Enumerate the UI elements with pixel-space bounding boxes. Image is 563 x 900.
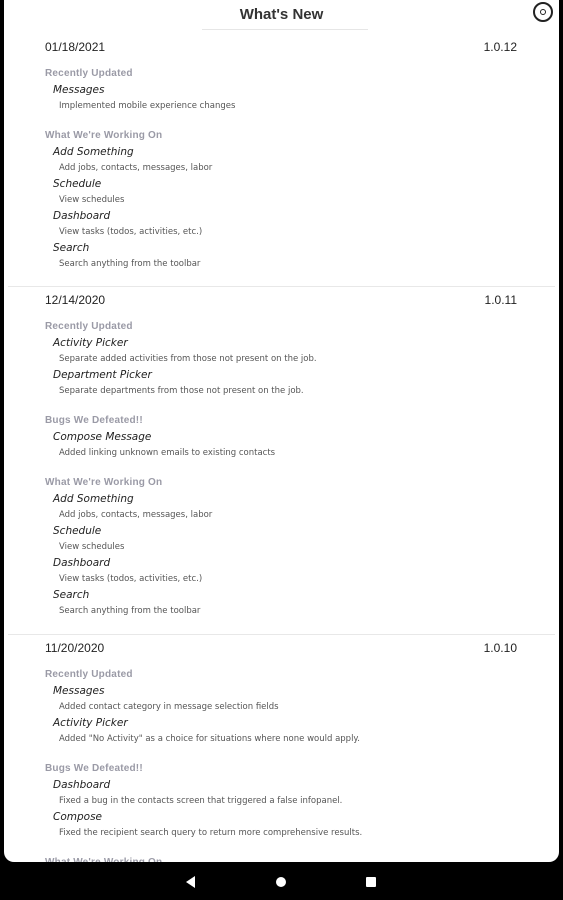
release-divider [8, 634, 555, 635]
feature-title: Dashboard [53, 210, 111, 222]
release-section [4, 667, 559, 747]
feature-description: Add jobs, contacts, messages, labor [59, 510, 213, 520]
release-header [4, 641, 559, 663]
release-entry [4, 40, 559, 272]
section-title: Bugs We Defeated!! [45, 763, 143, 774]
feature-title: Messages [53, 84, 105, 96]
release-divider [8, 286, 555, 287]
release-section [4, 128, 559, 272]
feature-title: Activity Picker [53, 337, 128, 349]
feature-title: Add Something [53, 493, 134, 505]
feature-description: Search anything from the toolbar [59, 259, 201, 269]
feature-description: Implemented mobile experience changes [59, 101, 236, 111]
release-entry [4, 641, 559, 871]
section-title: What We're Working On [45, 130, 163, 141]
home-icon[interactable] [276, 877, 286, 887]
feature-description: Added linking unknown emails to existing contacts [59, 448, 276, 458]
release-entry [4, 293, 559, 619]
feature-title: Messages [53, 685, 105, 697]
section-title: Recently Updated [45, 68, 133, 79]
feature-description: View tasks (todos, activities, etc.) [59, 227, 203, 237]
navigation-bar [0, 862, 563, 900]
release-section [4, 761, 559, 841]
feature-title: Search [53, 589, 90, 601]
feature-title: Schedule [53, 525, 102, 537]
release-version: 1.0.10 [483, 641, 517, 655]
release-section [4, 475, 559, 619]
feature-title: Compose [53, 811, 103, 823]
release-section [4, 413, 559, 461]
page-title: What's New [239, 6, 324, 23]
release-section [4, 319, 559, 399]
feature-title: Add Something [53, 146, 134, 158]
release-version: 1.0.12 [483, 40, 517, 54]
feature-title: Schedule [53, 178, 102, 190]
recents-icon[interactable] [366, 877, 376, 887]
release-date: 11/20/2020 [45, 641, 105, 655]
release-header [4, 293, 559, 315]
feature-description: Search anything from the toolbar [59, 606, 201, 616]
feature-description: Add jobs, contacts, messages, labor [59, 163, 213, 173]
feature-description: Added contact category in message selection fields [59, 702, 279, 712]
feature-description: Separate added activities from those not present on the job. [59, 354, 317, 364]
release-date: 12/14/2020 [45, 293, 106, 307]
title-divider [202, 29, 368, 30]
section-title: What We're Working On [45, 477, 163, 488]
back-icon[interactable] [186, 876, 195, 888]
feature-title: Search [53, 242, 90, 254]
feature-description: Fixed a bug in the contacts screen that triggered a false infopanel. [59, 796, 343, 806]
release-header [4, 40, 559, 62]
feature-description: Added "No Activity" as a choice for situations where none would apply. [59, 734, 360, 744]
feature-description: View schedules [59, 542, 125, 552]
feature-title: Activity Picker [53, 717, 128, 729]
feature-title: Dashboard [53, 557, 111, 569]
section-title: Bugs We Defeated!! [45, 415, 143, 426]
settings-icon[interactable] [533, 2, 553, 22]
whats-new-sheet [4, 0, 559, 862]
feature-description: View schedules [59, 195, 125, 205]
feature-title: Dashboard [53, 779, 111, 791]
section-title: Recently Updated [45, 321, 133, 332]
feature-description: Separate departments from those not present on the job. [59, 386, 304, 396]
feature-title: Compose Message [53, 431, 152, 443]
release-version: 1.0.11 [484, 293, 517, 307]
section-title: Recently Updated [45, 669, 133, 680]
feature-description: Fixed the recipient search query to return more comprehensive results. [59, 828, 363, 838]
release-section [4, 66, 559, 114]
feature-title: Department Picker [53, 369, 152, 381]
release-date: 01/18/2021 [45, 40, 106, 54]
feature-description: View tasks (todos, activities, etc.) [59, 574, 203, 584]
